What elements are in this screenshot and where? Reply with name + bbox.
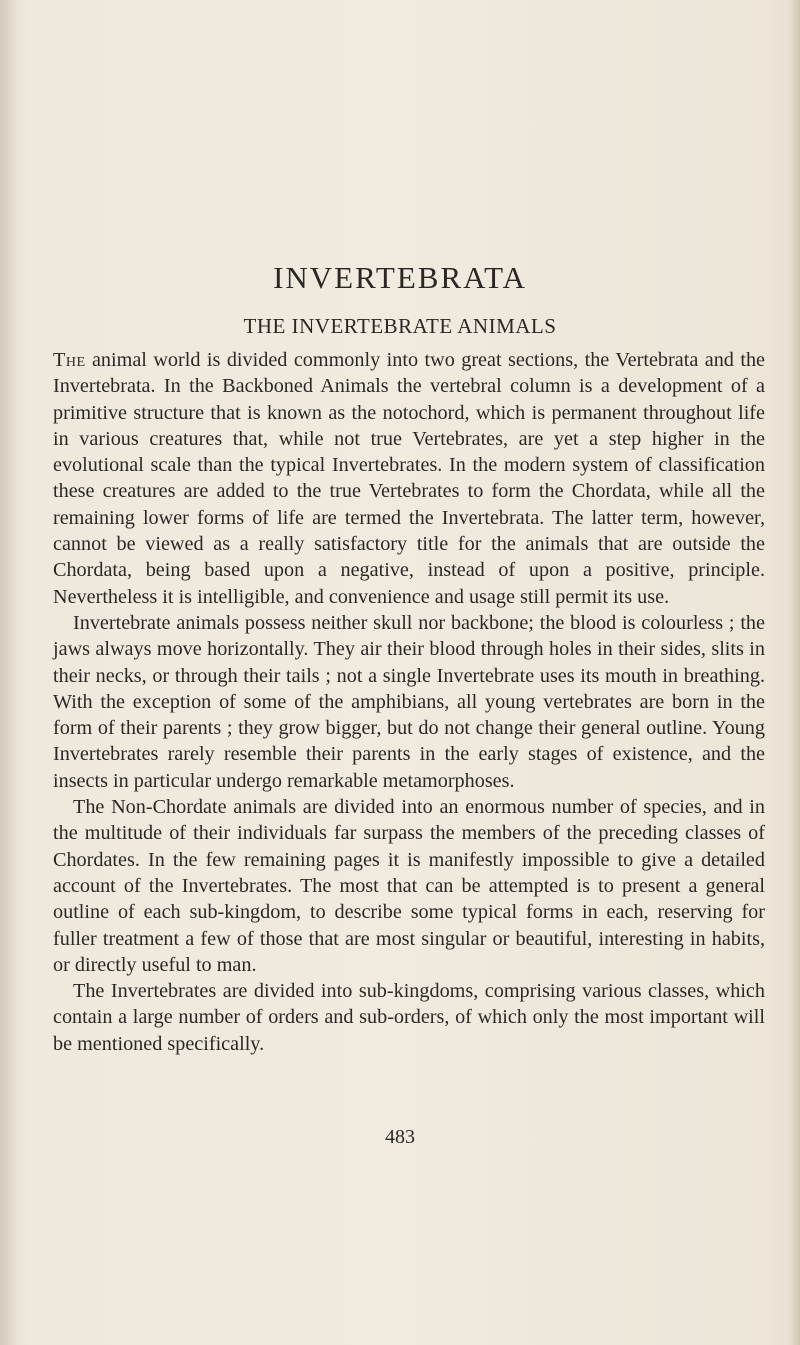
paragraph-lead-word: The xyxy=(53,349,86,371)
paragraph-1 xyxy=(53,347,765,610)
paragraph-4: The Invertebrates are divided into sub-kingdoms, comprising various classes, which contain a large number of orders and sub-orders, of which only the most important will be mentioned specifically. xyxy=(53,980,765,1055)
section-title: THE INVERTEBRATE ANIMALS xyxy=(243,314,557,338)
chapter-title: INVERTEBRATA xyxy=(273,260,527,295)
paragraph-2: Invertebrate animals possess neither skull nor backbone; the blood is colourless ; the jaws always move horizontally. They air their blood through holes in their sides, slits in their necks, or through their tails ; not a single Invertebrate uses its mouth in breathing. With the exception of some of the amphibians, all young vertebrates are born in the form of their parents ; they grow bigger, but do not change their general outline. Young Invertebrates rarely resemble their parents in the early stages of existence, and the insects in particular undergo remarkable metamorphoses. xyxy=(53,611,765,792)
page-number: 483 xyxy=(385,1126,415,1148)
paragraph-1-text: animal world is divided commonly into two great sections, the Vertebrata and the Invertebrata. In the Backboned Animals the vertebral column is a development of a primitive structure that is known as the notochord, which is permanent throughout life in various creatures that, while not true Vertebrates, are yet a step higher in the evolutional scale than the typical Invertebrates. In the modern system of classification these creatures are added to the true Vertebrates to form the Chordata, while all the remaining lower forms of life are termed the Invertebrata. The latter term, however, cannot be viewed as a really satisfactory title for the animals that are outside the Chordata, being based upon a negative, instead of upon a positive, principle. Nevertheless it is intelligible, and convenience and usage still permit its use. xyxy=(53,349,765,608)
body-text xyxy=(53,347,765,1057)
paragraph-3: The Non-Chordate animals are divided into an enormous number of species, and in the multitude of their individuals far surpass the members of the preceding classes of Chordates. In the few remaining pages it is manifestly impossible to give a detailed account of the Invertebrates. The most that can be attempted is to present a general outline of each sub-kingdom, to describe some typical forms in each, reserving for fuller treatment a few of those that are most singular or beautiful, interesting in habits, or directly useful to man. xyxy=(53,796,765,976)
